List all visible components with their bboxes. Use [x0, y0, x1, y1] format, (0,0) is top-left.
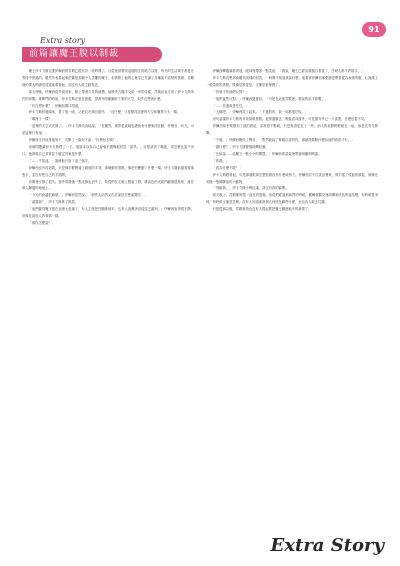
paragraph: 伊爾西走到他身邊坐下，沉默了一會兒才說：「你想回去嗎？」 — [28, 138, 120, 143]
paragraph: 魔王伊卡力斯住進伊爾西的宮殿已經有好一段時間了。自從他被帶到這個陌生的地方以後，每天的生活幾乎都是在等待中度過的。雖然外表看起來依舊是那個令人畏懼的魔王，但實際上他的心裡早已充滿了各種說不清楚的情緒。宮殿裡的僕人們總是遠遠地看著他，卻沒有人敢主動靠近。 — [22, 69, 194, 87]
chapter-header — [22, 36, 162, 62]
paragraph: 這句話讓伊卡力斯的耳朵微微發熱。他別過臉去，假裝看向窗外，可是窗外早已一片漆黑，什麼也看不見。 — [212, 117, 368, 122]
paragraph: 那天晚上，宮殿裡的燈一直亮到很晚。侍從們經過那扇門的時候，偶爾會聽見裡面傳來低低的說話聲，有時候是爭執，有時候又像是笑聲。沒有人知道那兩個人到底在聊些什麼，也沒有人敢去打聽。 — [206, 193, 378, 205]
text-body — [22, 68, 378, 514]
paragraph: 「你敢。」 — [212, 158, 230, 163]
paragraph: 那天傍晚，伊爾西從外面回來，臉上帶著少見的疲憊。他將外衣隨手交給一旁的侍從，然後徑直走向了伊卡力斯所在的房間。推開門的時候，伊卡力斯正坐在窗邊，望著外面漸漸暗下來的天空，似乎在想著什麼。 — [22, 89, 194, 101]
paragraph: 「今天的會議很麻煩。」伊爾西忽然說。「那些大臣們又在討論該怎麼處置你。」 — [28, 193, 148, 198]
paragraph: 「這裡的天空太安靜了。」伊卡力斯淡淡地說。「在魔界，就算是夜晚也總會有什麼東西在動，有聲音，有光。可是這裡只有風。」 — [22, 124, 194, 136]
paragraph: 這個問題讓伊卡力斯愣了一下。他原本以為自己會毫不猶豫地回答「當然」，可是話到了嘴邊，卻怎麼也說不出口。他發現自己其實並不確定答案是什麼。 — [22, 144, 194, 156]
paragraph: 「比如說……給魔王一點小小的懲罰。」伊爾西的語氣裡帶著明顯的戲謔。 — [212, 151, 322, 156]
paragraph: 「哪裡不一樣？」 — [28, 117, 55, 122]
paragraph: 伊爾西轉過頭看著他，眼神裡帶著一點笑意。「我說，魔王已經由我親自看管了，任何人都不許插手。」 — [212, 69, 365, 73]
paragraph: 「……不知道。」最後他只說了這三個字。 — [28, 158, 92, 163]
paragraph: 伊卡力斯回過頭來，看了他一眼，又把目光移回窗外。「沒什麼，只是覺得這裡的天空和魔界不太一樣。」 — [28, 110, 184, 115]
paragraph: 只是從那以後，宮殿裡再也沒有人提起要把魔王關進地牢的事情了。 — [212, 207, 312, 212]
footer-extra-story: Extra Story — [270, 535, 384, 556]
paragraph: 「你在想什麼？」伊爾西開口問道。 — [28, 103, 82, 108]
paragraph: 「別碰我。」伊卡力斯小聲抗議，卻沒有真的躲開。 — [212, 186, 289, 191]
paragraph: 「他們覺得魔王留在這裡太危險了，有人主張把你關進地牢，也有人說應該直接送去審判。」伊爾西說得很平靜，好像在說別人的事情一樣。 — [22, 207, 194, 219]
paragraph: 「不過，」伊爾西壓低了聲音，「既然我說了要親自看管你，那總得做點什麼給他們看看才行。」 — [212, 138, 355, 143]
paragraph: 「我為什麼不敢？」 — [212, 165, 243, 170]
paragraph: 「大概吧。」伊爾西笑了起來。「不過對你，我一向都很任性。」 — [212, 110, 309, 115]
paragraph: 「處置我？」伊卡力斯挑了挑眉。 — [28, 200, 79, 205]
paragraph: 「他們當然反對。」伊爾西聳聳肩。「可是在這座宮殿裡，我說的話才算數。」 — [212, 96, 328, 101]
paragraph: 伊爾西沒有再追問，只是伸手輕輕碰了碰他的手背。那個動作很輕，像是怕驚動了什麼一樣。伊卡力斯低頭看著那隻手，並沒有把自己的手抽開。 — [22, 165, 194, 177]
extra-story-label: Extra story — [40, 36, 86, 45]
paragraph: 伊卡力斯沒想到會聽到這樣的回答，一時間不知道該說什麼。他看著伊爾西那張總是帶著從容表情的臉，心裡湧上一股奇怪的感覺，既像是被冒犯，又像是被保護了。 — [206, 75, 378, 87]
paragraph: 房間裡安靜了很久。窗外的最後一點光線也消失了，侍從們在走廊上點起了燈。暖黃色的光從門縫裡透進來，落在兩人腳邊的地板上。 — [22, 179, 194, 191]
left-column — [22, 68, 194, 514]
paragraph: 「……你還真是任性。」 — [212, 103, 249, 108]
paragraph: 伊卡力斯瞪著他，可是那個眼神怎麼看都沒有什麼威脅力。伊爾西忍不住笑出聲來，伸手揉了揉他的頭髮，就像在安撫一隻鬧脾氣的小動物。 — [206, 172, 378, 184]
right-column — [206, 68, 378, 514]
paragraph: 「做什麼？」伊卡力斯警覺地轉回頭。 — [212, 144, 269, 149]
chapter-title-banner: 前篇讓魔王脫以制裁 — [22, 47, 162, 62]
paragraph: 「你就不怕他們反對？」 — [212, 89, 249, 94]
page-number-badge: 91 — [362, 22, 386, 37]
paragraph: 「那你怎麼說？」 — [28, 220, 55, 225]
paragraph: 伊爾西似乎察覺到了他的窘迫，卻故意不點破，只是靠得更近了一些。兩人的肩膀輕輕碰在一起，誰也沒有先移開。 — [206, 124, 378, 136]
